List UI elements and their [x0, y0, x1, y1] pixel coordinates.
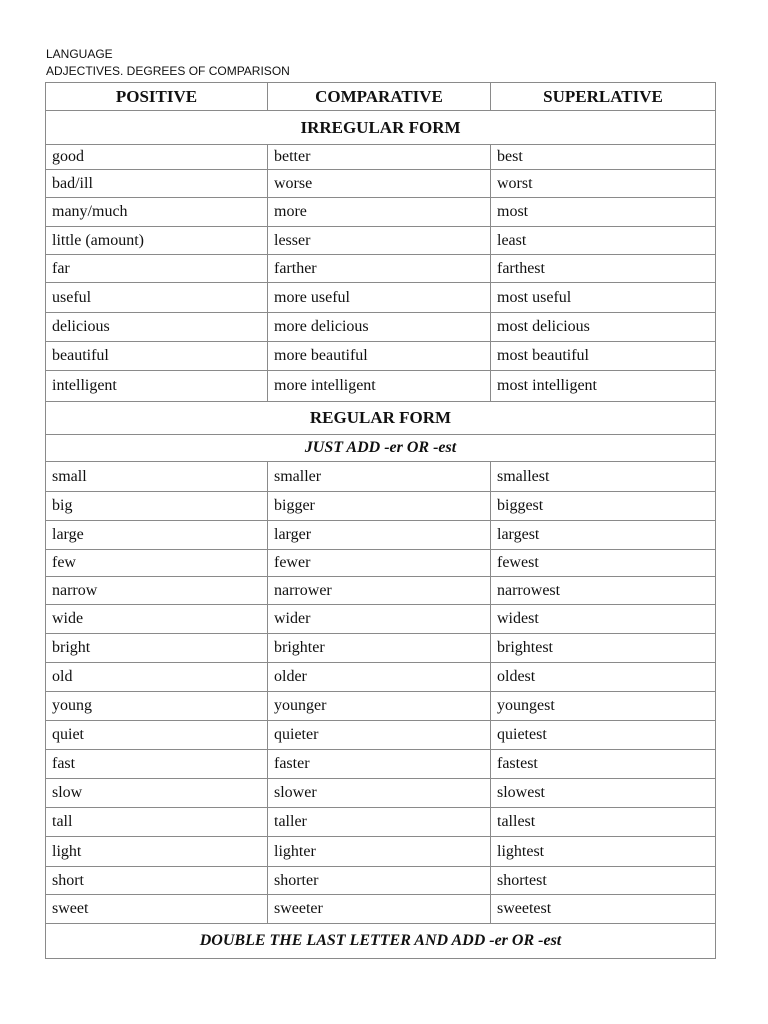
regular-form-subheading-row [46, 435, 716, 462]
comparative-cell: smaller [268, 462, 491, 492]
comparative-cell: shorter [268, 867, 491, 895]
comparative-cell: more beautiful [268, 342, 491, 371]
positive-cell: wide [46, 605, 268, 634]
positive-cell: light [46, 837, 268, 867]
table-row [46, 227, 716, 255]
positive-cell: fast [46, 750, 268, 779]
comparative-cell: bigger [268, 492, 491, 521]
regular-form-subheading: JUST ADD -er OR -est [46, 435, 716, 462]
positive-cell: bad/ill [46, 170, 268, 198]
double-letter-heading-row [46, 924, 716, 959]
table-row [46, 808, 716, 837]
irregular-form-heading: IRREGULAR FORM [46, 111, 716, 145]
positive-cell: few [46, 550, 268, 577]
table-row [46, 663, 716, 692]
superlative-cell: youngest [491, 692, 716, 721]
table-row [46, 145, 716, 170]
comparative-cell: fewer [268, 550, 491, 577]
table-body [46, 111, 716, 959]
positive-cell: quiet [46, 721, 268, 750]
table-row [46, 170, 716, 198]
superlative-cell: tallest [491, 808, 716, 837]
comparative-cell: farther [268, 255, 491, 283]
superlative-cell: lightest [491, 837, 716, 867]
positive-cell: useful [46, 283, 268, 313]
superlative-cell: least [491, 227, 716, 255]
comparative-cell: lesser [268, 227, 491, 255]
table-row [46, 371, 716, 402]
superlative-cell: smallest [491, 462, 716, 492]
regular-form-heading: REGULAR FORM [46, 402, 716, 435]
superlative-cell: most delicious [491, 313, 716, 342]
table-row [46, 313, 716, 342]
table-row [46, 837, 716, 867]
table-row [46, 342, 716, 371]
comparative-cell: worse [268, 170, 491, 198]
positive-cell: tall [46, 808, 268, 837]
regular-form-heading-row [46, 402, 716, 435]
table-row [46, 692, 716, 721]
positive-cell: young [46, 692, 268, 721]
header-topic: ADJECTIVES. DEGREES OF COMPARISON [46, 64, 290, 78]
comparative-cell: more useful [268, 283, 491, 313]
column-header-positive: POSITIVE [46, 83, 268, 111]
superlative-cell: widest [491, 605, 716, 634]
table-row [46, 462, 716, 492]
superlative-cell: quietest [491, 721, 716, 750]
positive-cell: intelligent [46, 371, 268, 402]
comparative-cell: more intelligent [268, 371, 491, 402]
superlative-cell: oldest [491, 663, 716, 692]
comparative-cell: faster [268, 750, 491, 779]
positive-cell: narrow [46, 577, 268, 605]
positive-cell: beautiful [46, 342, 268, 371]
positive-cell: old [46, 663, 268, 692]
document-header [46, 46, 290, 80]
superlative-cell: fastest [491, 750, 716, 779]
positive-cell: far [46, 255, 268, 283]
superlative-cell: slowest [491, 779, 716, 808]
double-letter-heading: DOUBLE THE LAST LETTER AND ADD -er OR -est [46, 924, 716, 959]
superlative-cell: most beautiful [491, 342, 716, 371]
positive-cell: sweet [46, 895, 268, 924]
table-row [46, 721, 716, 750]
positive-cell: small [46, 462, 268, 492]
comparative-cell: quieter [268, 721, 491, 750]
column-header-row [46, 83, 716, 111]
table-row [46, 283, 716, 313]
table-row [46, 634, 716, 663]
column-header-superlative: SUPERLATIVE [491, 83, 716, 111]
superlative-cell: worst [491, 170, 716, 198]
superlative-cell: farthest [491, 255, 716, 283]
table-row [46, 779, 716, 808]
superlative-cell: fewest [491, 550, 716, 577]
table-row [46, 605, 716, 634]
comparative-cell: better [268, 145, 491, 170]
superlative-cell: biggest [491, 492, 716, 521]
positive-cell: large [46, 521, 268, 550]
comparative-cell: more [268, 198, 491, 227]
comparative-cell: brighter [268, 634, 491, 663]
table-row [46, 198, 716, 227]
comparative-cell: narrower [268, 577, 491, 605]
positive-cell: bright [46, 634, 268, 663]
superlative-cell: shortest [491, 867, 716, 895]
comparative-cell: larger [268, 521, 491, 550]
table-row [46, 492, 716, 521]
positive-cell: good [46, 145, 268, 170]
positive-cell: slow [46, 779, 268, 808]
comparative-cell: sweeter [268, 895, 491, 924]
comparative-cell: more delicious [268, 313, 491, 342]
positive-cell: big [46, 492, 268, 521]
superlative-cell: most [491, 198, 716, 227]
table-row [46, 895, 716, 924]
superlative-cell: most useful [491, 283, 716, 313]
table-row [46, 750, 716, 779]
table-row [46, 521, 716, 550]
superlative-cell: sweetest [491, 895, 716, 924]
comparative-cell: slower [268, 779, 491, 808]
positive-cell: delicious [46, 313, 268, 342]
positive-cell: short [46, 867, 268, 895]
superlative-cell: brightest [491, 634, 716, 663]
comparative-cell: lighter [268, 837, 491, 867]
positive-cell: many/much [46, 198, 268, 227]
superlative-cell: best [491, 145, 716, 170]
superlative-cell: largest [491, 521, 716, 550]
comparative-cell: older [268, 663, 491, 692]
comparative-cell: wider [268, 605, 491, 634]
table-row [46, 550, 716, 577]
column-header-comparative: COMPARATIVE [268, 83, 491, 111]
superlative-cell: narrowest [491, 577, 716, 605]
table-row [46, 867, 716, 895]
table-row [46, 255, 716, 283]
comparative-cell: taller [268, 808, 491, 837]
irregular-form-heading-row [46, 111, 716, 145]
positive-cell: little (amount) [46, 227, 268, 255]
comparative-cell: younger [268, 692, 491, 721]
table-row [46, 577, 716, 605]
superlative-cell: most intelligent [491, 371, 716, 402]
comparison-table [45, 82, 716, 959]
header-subject: LANGUAGE [46, 47, 113, 61]
